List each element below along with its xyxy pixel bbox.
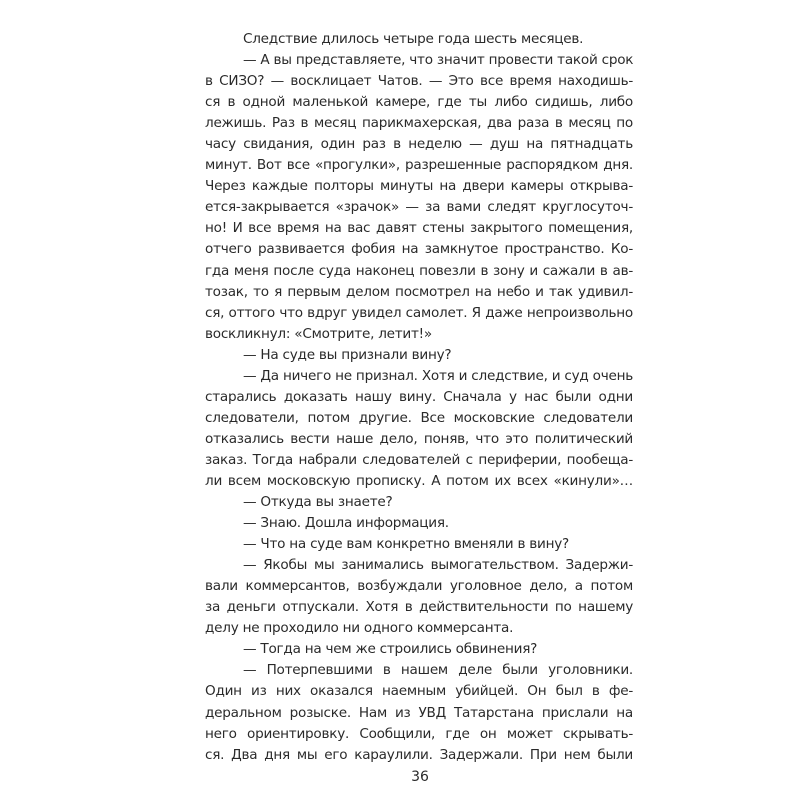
text-line: него ориентировку. Сообщили, где он может скрывать- [205,725,633,742]
text-line: деральном розыске. Нам из УВД Татарстана прислали на [205,704,633,721]
text-line: ся в одной маленькой камере, где ты либо сидишь, либо [205,94,633,111]
text-line: — На суде вы признали вину? [243,346,452,363]
text-line: — Якобы мы занимались вымогательством. Задержи- [243,557,633,574]
text-line: Следствие длилось четыре года шесть месяцев. [243,31,584,47]
text-line: отказались вести наше дело, поняв, что это политический [205,430,633,447]
text-line: следователи, потом другие. Все московские следователи [205,409,633,426]
text-line: ся. Два дня мы его караулили. Задержали. При нем были [205,746,633,763]
text-line: заказ. Тогда набрали следователей с периферии, пообеща- [205,451,633,468]
page-number: 36 [411,769,429,785]
text-line: отчего развивается фобия на замкнутое пространство. Ко- [205,241,633,258]
text-line: часу свидания, один раз в неделю — душ на пятнадцать [205,136,633,153]
text-line: — А вы представляете, что значит провести такой срок [243,52,634,69]
text-line: Один из них оказался наемным убийцей. Он был в фе- [205,683,633,700]
page-body-text [205,29,633,766]
text-line: — Потерпевшими в нашем деле были уголовники. [243,662,633,679]
text-line: минут. Вот все «прогулки», разрешенные распорядком дня. [205,157,633,174]
text-line: ся, оттого что вдруг увидел самолет. Я даже непроизвольно [205,304,633,321]
text-line: Через каждые полторы минуты на двери камеры открыва- [205,178,633,195]
text-line: — Знаю. Дошла информация. [243,515,449,532]
text-line: в СИЗО? — восклицает Чатов. — Это все время находишь- [205,73,633,90]
text-line: — Да ничего не признал. Хотя и следствие, и суд очень [243,367,633,384]
text-line: вали коммерсантов, возбуждали уголовное дело, а потом [205,578,633,595]
text-line: делу не проходило ни одного коммерсанта. [205,620,514,637]
text-line: лежишь. Раз в месяц парикмахерская, два раза в месяц по [205,115,633,132]
text-line: за деньги отпускали. Хотя в действительности по нашему [205,599,633,616]
text-line: гда меня после суда наконец повезли в зону и сажали в ав- [205,262,633,279]
text-line: ется-закрывается «зрачок» — за вами следят круглосуточ- [205,199,633,216]
text-line: старались доказать нашу вину. Сначала у нас были одни [205,388,633,405]
text-line: ли всем московскую прописку. А потом их всех «кинули»… [205,472,633,489]
text-line: — Откуда вы знаете? [243,494,393,511]
text-line: воскликнул: «Смотрите, летит!» [205,325,432,342]
text-line: — Тогда на чем же строились обвинения? [243,641,538,658]
text-line: тозак, то я первым делом посмотрел на небо и так удивил- [205,283,633,300]
text-line: но! И все время на вас давят стены закрытого помещения, [205,220,633,237]
text-line: — Что на суде вам конкретно вменяли в вину? [243,536,570,553]
